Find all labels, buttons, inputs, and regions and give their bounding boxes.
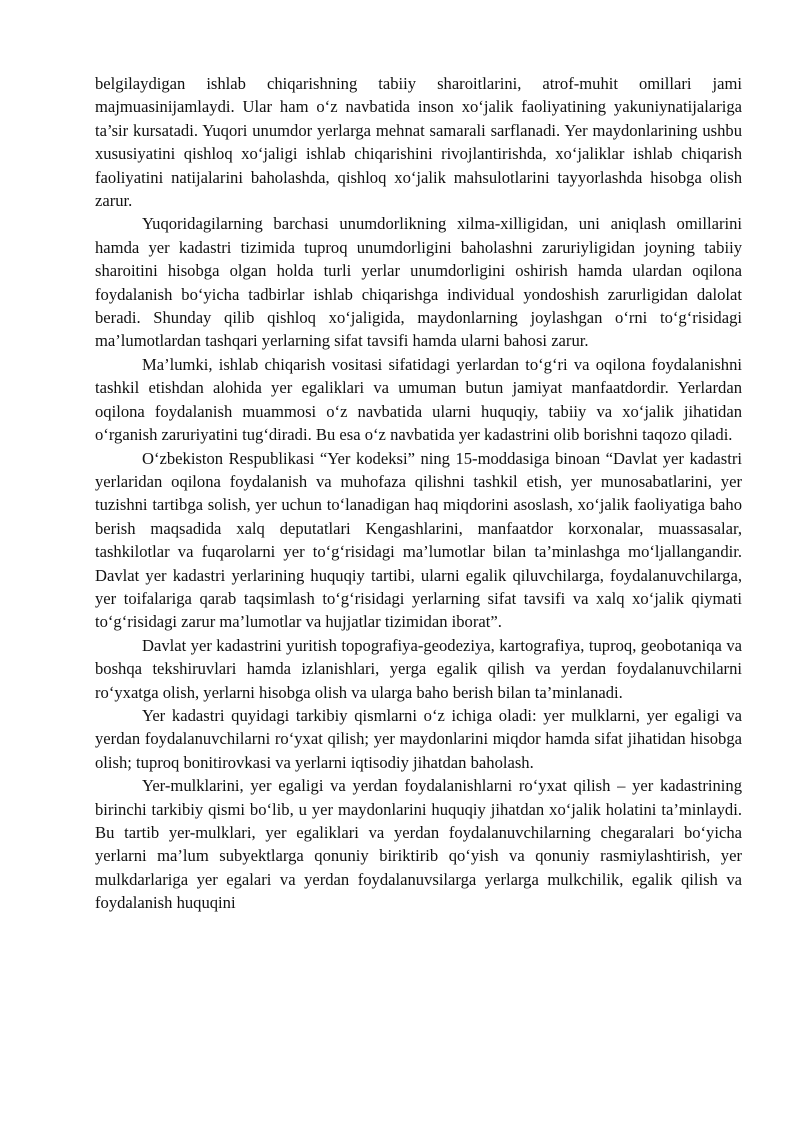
paragraph-land-code: O‘zbekiston Respublikasi “Yer kodeksi” ning 15-moddasiga binoan “Davlat yer kadastri yerlaridan oqilona foydalanish va muhofaza qilishni tashkil etish, yer munosabatlarini, yer tuzishni tartibga solish, yer uchun to‘lanadigan haq miqdorini asoslash, xo‘jalik faoliyatiga baho berish maqsadida xalq deputatlari Kengashlarini, manfaatdor korxonalar, muassasalar, tashkilotlar va fuqarolarni yer to‘g‘risidagi ma’lumotlar bilan ta’minlashga mo‘ljallangandir. Davlat yer kadastri yerlarining huquqiy tartibi, ularni egalik qiluvchilarga, foydalanuvchilarga, yer toifalariga qarab taqsimlash to‘g‘risidagi yerlarning sifat tavsifi va xalq xo‘jalik qiymati to‘g‘risidagi zarur ma’lumotlar va hujjatlar tizimidan iborat”.	[95, 448, 742, 632]
paragraph-cadastre-maintenance: Davlat yer kadastrini yuritish topografiya-geodeziya, kartografiya, tuproq, geobotaniqa va boshqa tekshiruvlari hamda izlanishlari, yerga egalik qilish va yerdan foydalanuvchilarni ro‘yxatga olish, yerlarni hisobga olish va ularga baho berish bilan ta’minlanadi.	[95, 635, 742, 702]
paragraph-cadastre-components: Yer kadastri quyidagi tarkibiy qismlarni o‘z ichiga oladi: yer mulklarni, yer egaligi va yerdan foydalanuvchilarni ro‘yxat qilish; yer maydonlarini miqdor hamda sifat jihatidan hisobga olish; tuproq bonitirovkasi va yerlarni iqtisodiy jihatdan baholash.	[95, 705, 742, 772]
paragraph-rational-use: Ma’lumki, ishlab chiqarish vositasi sifatidagi yerlardan to‘g‘ri va oqilona foydalanishni tashkil etishdan alohida yer egaliklari va umuman butun jamiyat manfaatdordir. Yerlardan oqilona foydalanish muammosi o‘z navbatida ularni huquqiy, tabiiy va xo‘jalik jihatidan o‘rganish zaruriyatini tug‘diradi. Bu esa o‘z navbatida yer kadastrini olib borishni taqozo qiladi.	[95, 354, 742, 445]
paragraph-continuation: belgilaydigan ishlab chiqarishning tabiiy sharoitlarini, atrof-muhit omillari jami majmuasinijamlaydi. Ular ham o‘z navbatida inson xo‘jalik faoliyatining yakuniynatijalariga ta’sir kursatadi. Yuqori unumdor yerlarga mehnat samarali sarflanadi. Yer maydonlarining ushbu xususiyatini qishloq xo‘jaligi ishlab chiqarishini rivojlantirishda, xo‘jaliklar ishlab chiqarish faoliyatini natijalarini baholashda, qishloq xo‘jalik mahsulotlarini tayyorlashda hisobga olish zarur.	[95, 74, 742, 211]
paragraph-registration: Yer-mulklarini, yer egaligi va yerdan foydalanishlarni ro‘yxat qilish – yer kadastrining birinchi tarkibiy qismi bo‘lib, u yer maydonlarini huquqiy jihatdan xo‘jalik holatini ta’minlaydi. Bu tartib yer-mulklari, yer egaliklari va yerdan foydalanuvchilarning chegaralari bo‘yicha yerlarni ma’lum subyektlarga qonuniy biriktirib qo‘yish va qonuniy rasmiylashtirish, yer mulkdarlariga yer egalari va yerdan foydalanuvsilarga yerlarga mulkchilik, egalik qilish va foydalanish huquqini	[95, 776, 742, 913]
paragraph-fertility-diversity: Yuqoridagilarning barchasi unumdorlikning xilma-xilligidan, uni aniqlash omillarini hamda yer kadastri tizimida tuproq unumdorligini baholashni zaruriyligidan joyning tabiiy sharoitini hisobga olgan holda turli yerlar unumdorligini oshirish hamda ulardan oqilona foydalanish bo‘yicha tadbirlar ishlab chiqarishga individual yondoshish zarurligidan dalolat beradi. Shunday qilib qishloq xo‘jaligida, maydonlarning joylashgan o‘rni to‘g‘risidagi ma’lumotlardan tashqari yerlarning sifat tavsifi hamda ularni bahosi zarur.	[95, 214, 742, 351]
document-page	[95, 72, 742, 915]
